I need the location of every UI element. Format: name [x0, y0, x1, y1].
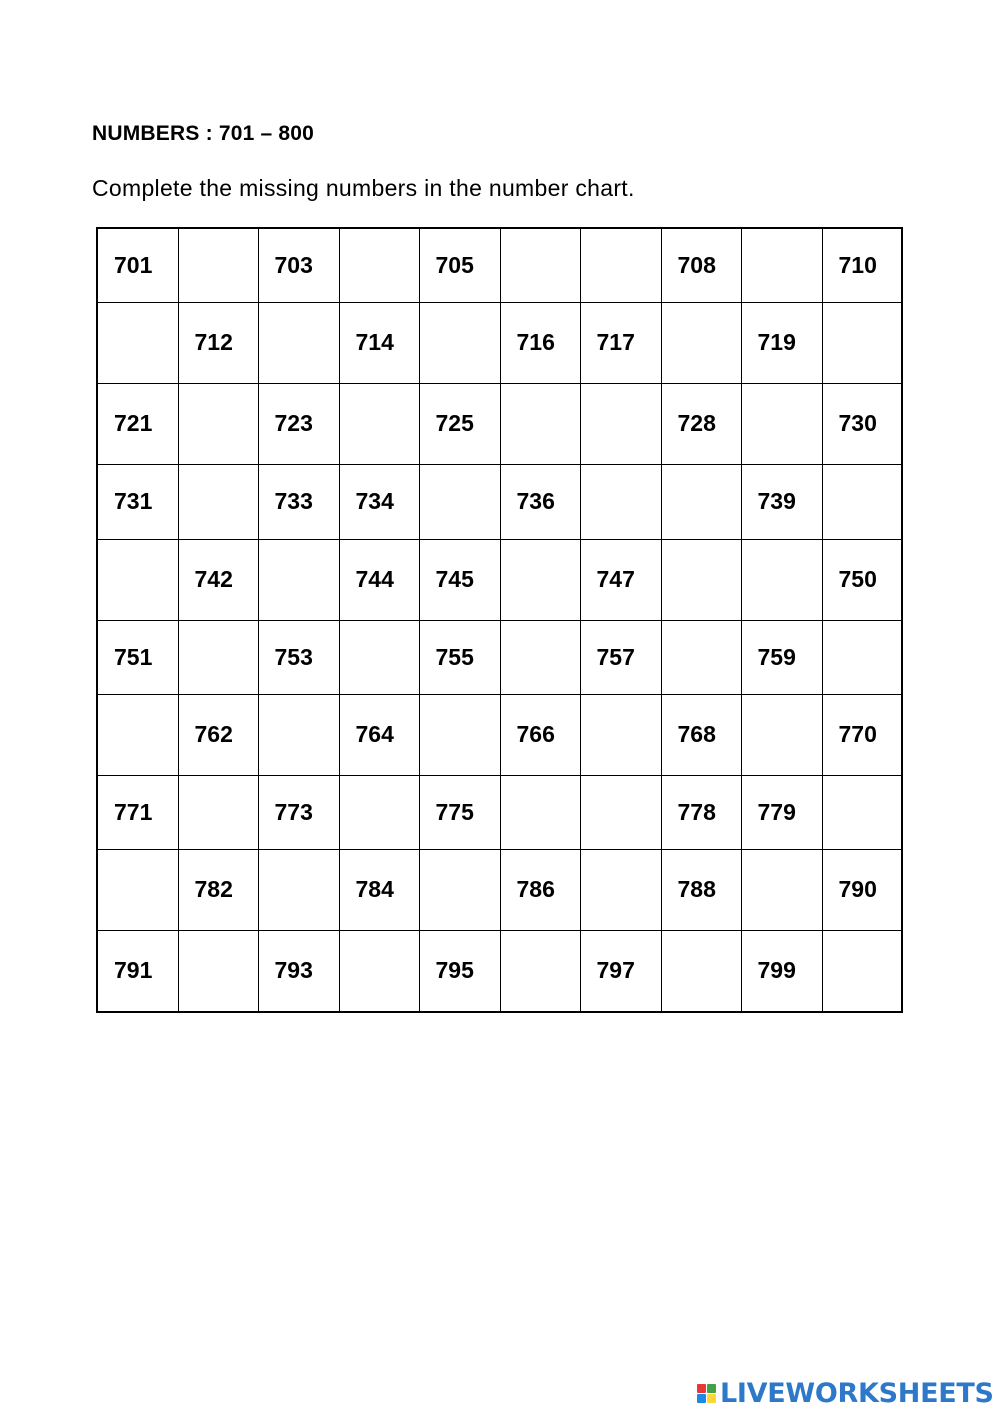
number-cell: 728 [661, 383, 741, 464]
number-cell: 762 [178, 694, 258, 775]
missing-number-cell[interactable] [822, 775, 902, 849]
number-cell: 768 [661, 694, 741, 775]
number-cell: 721 [97, 383, 178, 464]
missing-number-cell[interactable] [97, 539, 178, 620]
number-cell: 736 [500, 464, 580, 539]
number-cell: 797 [580, 930, 661, 1012]
logo-square [707, 1384, 716, 1393]
missing-number-cell[interactable] [580, 383, 661, 464]
missing-number-cell[interactable] [419, 694, 500, 775]
missing-number-cell[interactable] [178, 228, 258, 302]
number-cell: 764 [339, 694, 419, 775]
missing-number-cell[interactable] [580, 849, 661, 930]
missing-number-cell[interactable] [822, 620, 902, 694]
number-cell: 755 [419, 620, 500, 694]
missing-number-cell[interactable] [178, 620, 258, 694]
missing-number-cell[interactable] [339, 383, 419, 464]
missing-number-cell[interactable] [339, 620, 419, 694]
grid-row [97, 302, 902, 383]
number-cell: 719 [741, 302, 822, 383]
number-cell: 708 [661, 228, 741, 302]
missing-number-cell[interactable] [97, 694, 178, 775]
missing-number-cell[interactable] [178, 775, 258, 849]
missing-number-cell[interactable] [500, 539, 580, 620]
missing-number-cell[interactable] [97, 849, 178, 930]
grid-row [97, 464, 902, 539]
missing-number-cell[interactable] [419, 849, 500, 930]
number-cell: 717 [580, 302, 661, 383]
number-cell: 799 [741, 930, 822, 1012]
grid-row [97, 775, 902, 849]
number-cell: 778 [661, 775, 741, 849]
number-cell: 712 [178, 302, 258, 383]
number-cell: 731 [97, 464, 178, 539]
missing-number-cell[interactable] [741, 694, 822, 775]
missing-number-cell[interactable] [178, 383, 258, 464]
missing-number-cell[interactable] [822, 930, 902, 1012]
grid-row [97, 228, 902, 302]
number-cell: 790 [822, 849, 902, 930]
missing-number-cell[interactable] [339, 228, 419, 302]
missing-number-cell[interactable] [580, 694, 661, 775]
number-cell: 710 [822, 228, 902, 302]
missing-number-cell[interactable] [661, 930, 741, 1012]
number-cell: 793 [258, 930, 339, 1012]
number-cell: 791 [97, 930, 178, 1012]
number-cell: 714 [339, 302, 419, 383]
number-cell: 747 [580, 539, 661, 620]
missing-number-cell[interactable] [661, 464, 741, 539]
missing-number-cell[interactable] [822, 464, 902, 539]
missing-number-cell[interactable] [178, 464, 258, 539]
missing-number-cell[interactable] [258, 302, 339, 383]
logo-square [707, 1394, 716, 1403]
number-cell: 742 [178, 539, 258, 620]
number-cell: 770 [822, 694, 902, 775]
missing-number-cell[interactable] [661, 620, 741, 694]
brand-name: LIVEWORKSHEETS [720, 1377, 994, 1409]
number-cell: 745 [419, 539, 500, 620]
number-cell: 773 [258, 775, 339, 849]
grid-row [97, 930, 902, 1012]
missing-number-cell[interactable] [419, 302, 500, 383]
missing-number-cell[interactable] [178, 930, 258, 1012]
number-cell: 771 [97, 775, 178, 849]
missing-number-cell[interactable] [97, 302, 178, 383]
number-cell: 775 [419, 775, 500, 849]
logo-square [697, 1384, 706, 1393]
grid-row [97, 620, 902, 694]
number-cell: 757 [580, 620, 661, 694]
number-cell: 734 [339, 464, 419, 539]
number-cell: 759 [741, 620, 822, 694]
missing-number-cell[interactable] [258, 694, 339, 775]
number-chart [96, 227, 903, 1013]
number-cell: 751 [97, 620, 178, 694]
number-cell: 716 [500, 302, 580, 383]
number-cell: 705 [419, 228, 500, 302]
worksheet-instruction: Complete the missing numbers in the number chart. [92, 175, 635, 201]
number-cell: 753 [258, 620, 339, 694]
number-cell: 795 [419, 930, 500, 1012]
number-cell: 779 [741, 775, 822, 849]
missing-number-cell[interactable] [580, 775, 661, 849]
missing-number-cell[interactable] [258, 539, 339, 620]
grid-row [97, 539, 902, 620]
missing-number-cell[interactable] [500, 228, 580, 302]
missing-number-cell[interactable] [339, 930, 419, 1012]
missing-number-cell[interactable] [661, 539, 741, 620]
number-cell: 725 [419, 383, 500, 464]
missing-number-cell[interactable] [500, 383, 580, 464]
number-cell: 744 [339, 539, 419, 620]
number-cell: 703 [258, 228, 339, 302]
missing-number-cell[interactable] [741, 383, 822, 464]
logo-square [697, 1394, 706, 1403]
grid-row [97, 849, 902, 930]
missing-number-cell[interactable] [741, 539, 822, 620]
missing-number-cell[interactable] [661, 302, 741, 383]
missing-number-cell[interactable] [741, 849, 822, 930]
grid-row [97, 383, 902, 464]
missing-number-cell[interactable] [822, 302, 902, 383]
number-cell: 750 [822, 539, 902, 620]
grid-row [97, 694, 902, 775]
missing-number-cell[interactable] [500, 775, 580, 849]
missing-number-cell[interactable] [500, 620, 580, 694]
missing-number-cell[interactable] [580, 228, 661, 302]
missing-number-cell[interactable] [419, 464, 500, 539]
number-cell: 730 [822, 383, 902, 464]
number-cell: 786 [500, 849, 580, 930]
number-cell: 733 [258, 464, 339, 539]
missing-number-cell[interactable] [741, 228, 822, 302]
missing-number-cell[interactable] [580, 464, 661, 539]
number-cell: 723 [258, 383, 339, 464]
number-cell: 739 [741, 464, 822, 539]
number-cell: 766 [500, 694, 580, 775]
missing-number-cell[interactable] [339, 775, 419, 849]
number-cell: 784 [339, 849, 419, 930]
worksheet-title: NUMBERS : 701 – 800 [92, 122, 315, 145]
number-cell: 701 [97, 228, 178, 302]
liveworksheets-logo-icon [697, 1384, 716, 1403]
number-cell: 788 [661, 849, 741, 930]
brand-footer [697, 1378, 994, 1408]
missing-number-cell[interactable] [258, 849, 339, 930]
number-cell: 782 [178, 849, 258, 930]
missing-number-cell[interactable] [500, 930, 580, 1012]
